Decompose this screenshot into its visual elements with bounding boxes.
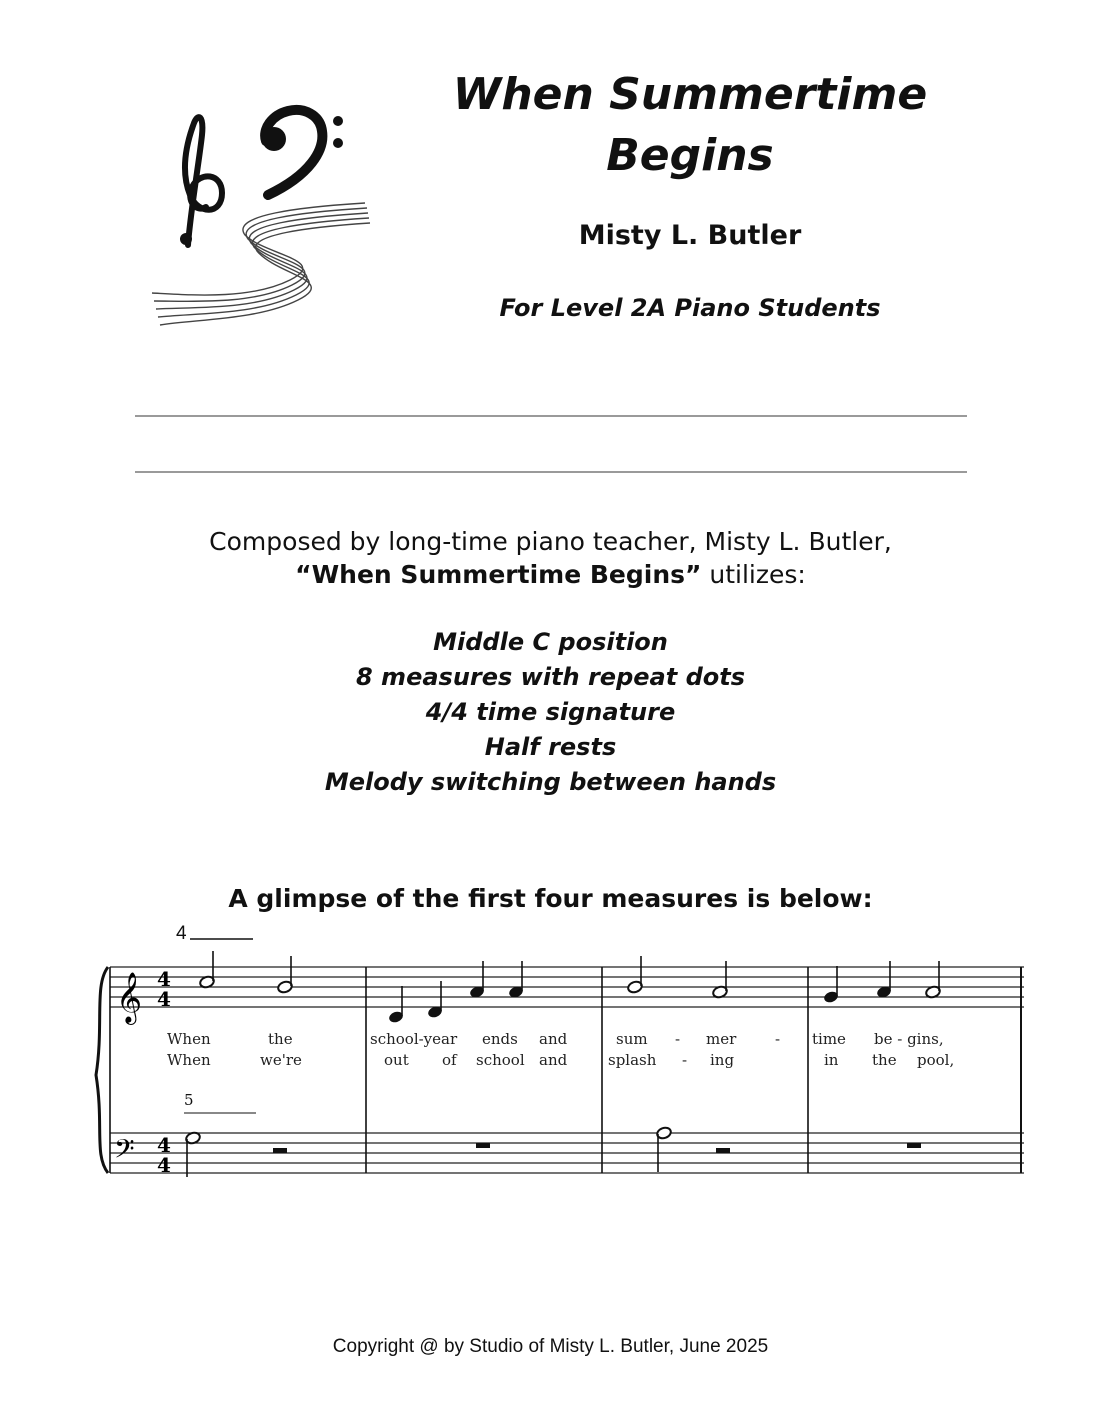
time-signature: 4 xyxy=(157,987,171,1011)
treble-clef-icon xyxy=(180,117,222,245)
intro-utilizes: utilizes: xyxy=(701,560,806,589)
lyric-word: - xyxy=(775,1030,781,1048)
level-subtitle: For Level 2A Piano Students xyxy=(499,294,881,322)
feature-item: Middle C position xyxy=(433,628,668,656)
intro-line-2 xyxy=(100,558,1001,591)
lyric-word: ends xyxy=(482,1030,518,1048)
lyric-word: and xyxy=(539,1030,568,1048)
feature-item: 8 measures with repeat dots xyxy=(356,663,745,691)
time-signature: 4 xyxy=(157,1153,171,1177)
treble-finger-number: 4 xyxy=(176,923,187,944)
half-note xyxy=(277,956,294,994)
whole-rest xyxy=(476,1143,490,1148)
bass-staff xyxy=(110,1133,1024,1173)
bass-clef-icon: 𝄢 xyxy=(114,1133,135,1171)
lyric-word: mer xyxy=(706,1030,737,1048)
time-signature: 4 xyxy=(157,967,171,991)
divider-top xyxy=(135,415,967,417)
glimpse-heading: A glimpse of the first four measures is below: xyxy=(228,884,873,913)
half-note xyxy=(656,1126,673,1172)
author-name: Misty L. Butler xyxy=(578,220,802,251)
quarter-note xyxy=(388,986,405,1024)
lyric-word: the xyxy=(872,1051,897,1069)
lyrics-verse-2 xyxy=(167,1051,954,1069)
half-note xyxy=(627,956,644,994)
copyright-notice: Copyright @ by Studio of Misty L. Butler, June 2025 xyxy=(332,1336,769,1357)
lyric-word: school xyxy=(476,1051,525,1069)
lyric-word: splash xyxy=(608,1051,657,1069)
quarter-note xyxy=(823,966,840,1004)
half-note xyxy=(199,951,216,989)
lyric-word: sum xyxy=(616,1030,648,1048)
feature-item: 4/4 time signature xyxy=(425,698,676,726)
music-score xyxy=(90,915,1040,1185)
lyric-word: in xyxy=(824,1051,839,1069)
lyric-word: school-year xyxy=(370,1030,458,1048)
lyric-word: of xyxy=(442,1051,457,1069)
lyric-word: out xyxy=(384,1051,409,1069)
intro-song-title: “When Summertime Begins” xyxy=(295,560,702,589)
bass-clef-icon xyxy=(262,110,343,195)
song-title: When Summertime Begins xyxy=(452,69,928,181)
lyric-word: we're xyxy=(260,1051,302,1069)
bass-finger-number: 5 xyxy=(184,1091,194,1109)
half-rest xyxy=(716,1148,730,1153)
lyric-word: time xyxy=(812,1030,846,1048)
brace xyxy=(96,967,108,1173)
clef-logo xyxy=(140,95,380,340)
flowing-staff xyxy=(152,203,370,325)
features-list xyxy=(150,625,951,800)
lyrics-verse-1 xyxy=(167,1030,944,1048)
lyric-word: pool, xyxy=(917,1051,955,1069)
intro-line: Composed by long-time piano teacher, Misty L. Butler, xyxy=(209,527,892,556)
lyric-word: the xyxy=(268,1030,293,1048)
lyric-word: When xyxy=(167,1051,211,1069)
divider-bottom xyxy=(135,471,967,473)
whole-rest xyxy=(907,1143,921,1148)
lyric-word: be - gins, xyxy=(874,1030,944,1048)
feature-item: Melody switching between hands xyxy=(324,768,777,796)
lyric-word: and xyxy=(539,1051,568,1069)
lyric-word: - xyxy=(682,1051,688,1069)
treble-clef-icon: 𝄞 xyxy=(116,972,143,1023)
intro-paragraph xyxy=(100,525,1001,591)
barlines xyxy=(110,967,1021,1173)
half-rest xyxy=(273,1148,287,1153)
time-signature: 4 xyxy=(157,1133,171,1157)
lyric-word: When xyxy=(167,1030,211,1048)
lyric-word: ing xyxy=(710,1051,735,1069)
half-note xyxy=(185,1131,202,1177)
feature-item: Half rests xyxy=(484,733,617,761)
lyric-word: - xyxy=(675,1030,681,1048)
